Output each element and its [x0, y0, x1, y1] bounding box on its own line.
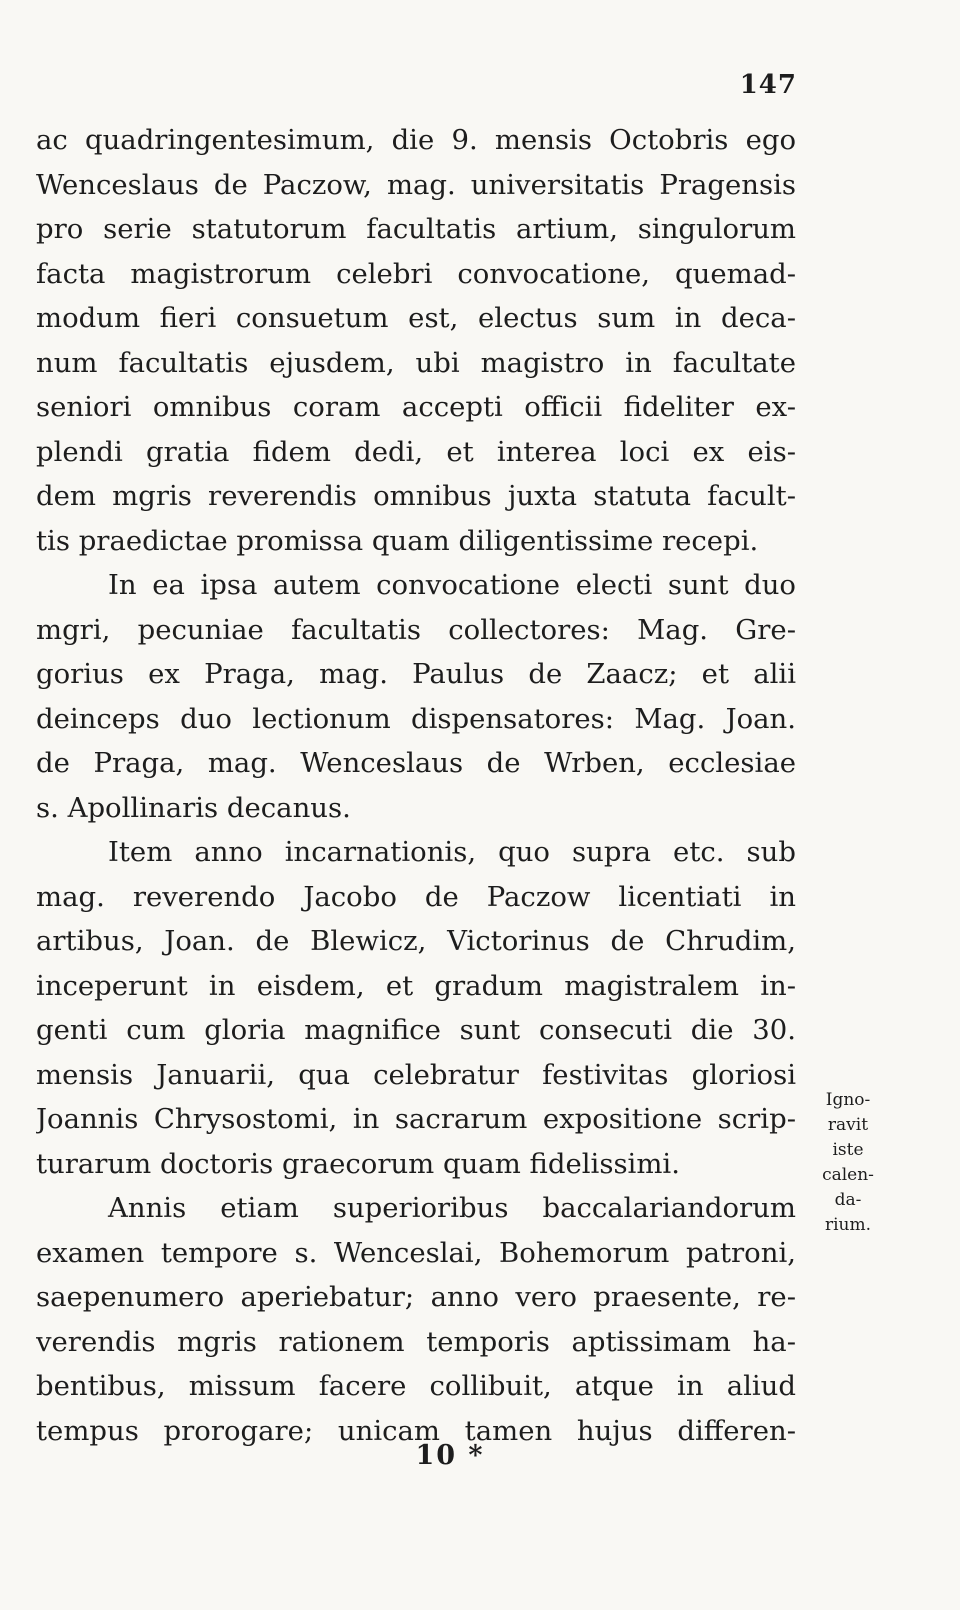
text-line-27: saepenumero aperiebatur; anno vero praesente, re-: [36, 1281, 796, 1313]
text-line-12: mgri, pecuniae facultatis collectores: Mag. Gre-: [36, 613, 796, 646]
text-line-15: de Praga, mag. Wenceslaus de Wrben, ecclesiae: [36, 747, 796, 779]
margin-note-line: iste: [832, 1140, 864, 1160]
text-line-21: genti cum gloria magnifice sunt consecuti die 30.: [36, 1014, 796, 1046]
margin-note: [812, 1088, 884, 1238]
text-line-9: dem mgris reverendis omnibus juxta statuta facult-: [36, 480, 796, 512]
text-line-6: num facultatis ejusdem, ubi magistro in facultate: [36, 346, 796, 379]
page-number: 147: [739, 70, 797, 100]
text-line-24: turarum doctoris graecorum quam fidelissimi.: [36, 1147, 680, 1180]
text-line-8: plendi gratia fidem dedi, et interea loci ex eis-: [36, 435, 796, 468]
text-line-30: tempus prorogare; unicam tamen hujus differen-: [36, 1414, 796, 1447]
text-line-16: s. Apollinaris decanus.: [36, 791, 351, 824]
margin-note-line: da-: [834, 1190, 862, 1210]
signature-mark: [0, 1440, 960, 1471]
text-line-5: modum fieri consuetum est, electus sum in deca-: [36, 302, 796, 334]
body-text: [36, 118, 796, 1453]
text-line-7: seniori omnibus coram accepti officii fideliter ex-: [36, 391, 796, 423]
text-line-11: In ea ipsa autem convocatione electi sunt duo: [108, 569, 796, 601]
text-line-22: mensis Januarii, qua celebratur festivitas gloriosi: [36, 1058, 796, 1091]
text-line-19: artibus, Joan. de Blewicz, Victorinus de Chrudim,: [36, 925, 796, 957]
text-line-14: deinceps duo lectionum dispensatores: Mag. Joan.: [36, 702, 796, 735]
text-line-1: ac quadringentesimum, die 9. mensis Octobris ego: [36, 124, 796, 156]
margin-note-line: rium.: [824, 1215, 872, 1235]
text-line-4: facta magistrorum celebri convocatione, quemad-: [36, 257, 796, 290]
text-line-3: pro serie statutorum facultatis artium, singulorum: [36, 213, 796, 245]
text-line-29: bentibus, missum facere collibuit, atque in aliud: [36, 1370, 796, 1402]
text-line-23: Joannis Chrysostomi, in sacrarum expositione scrip-: [36, 1103, 796, 1135]
margin-note-line: calen-: [822, 1165, 874, 1185]
text-line-2: Wenceslaus de Paczow, mag. universitatis Pragensis: [36, 168, 796, 201]
margin-note-line: ravit: [827, 1115, 869, 1135]
margin-note-line: Igno-: [825, 1090, 871, 1110]
text-line-20: inceperunt in eisdem, et gradum magistralem in-: [36, 969, 796, 1002]
signature-text: 10 *: [415, 1440, 485, 1471]
text-line-17: Item anno incarnationis, quo supra etc. sub: [108, 836, 796, 868]
text-line-10: tis praedictae promissa quam diligentissime recepi.: [36, 524, 759, 557]
text-line-25: Annis etiam superioribus baccalariandorum: [108, 1192, 796, 1224]
text-line-18: mag. reverendo Jacobo de Paczow licentiati in: [36, 880, 796, 913]
text-line-13: gorius ex Praga, mag. Paulus de Zaacz; et alii: [36, 658, 796, 690]
text-line-28: verendis mgris rationem temporis aptissimam ha-: [36, 1325, 796, 1358]
text-line-26: examen tempore s. Wenceslai, Bohemorum patroni,: [36, 1236, 796, 1269]
